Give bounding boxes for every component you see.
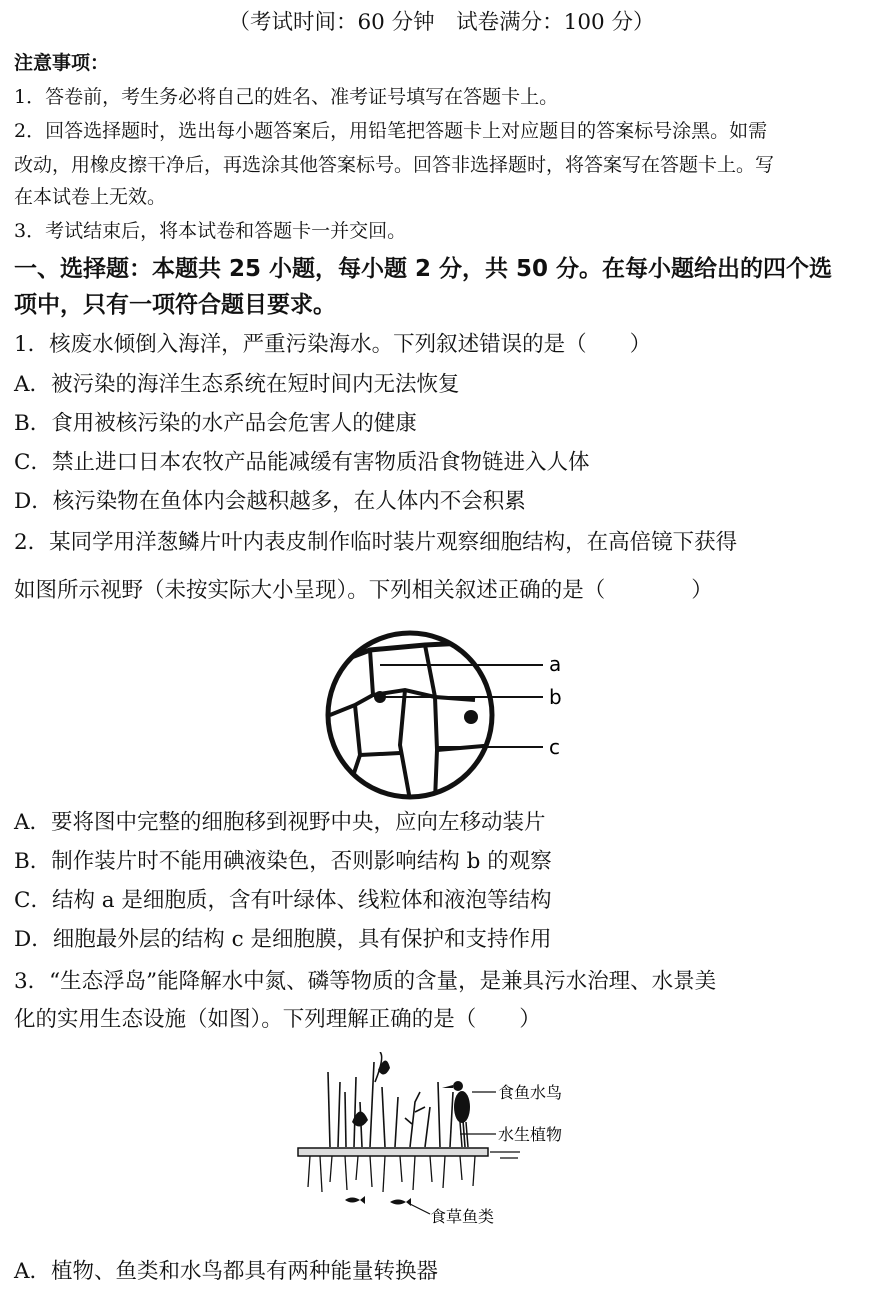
fish-icon	[390, 1198, 411, 1206]
option: A．植物、鱼类和水鸟都具有两种能量转换器	[14, 1259, 439, 1284]
exam-info: （考试时间：60 分钟 试卷满分：100 分）	[228, 10, 655, 35]
note-item: 在本试卷上无效。	[14, 186, 167, 208]
float-platform	[298, 1148, 488, 1156]
label-a: a	[549, 652, 562, 676]
label-aquatic-plant: 水生植物	[498, 1125, 563, 1144]
floating-island-figure	[290, 1052, 600, 1232]
note-item: 1．答卷前，考生务必将自己的姓名、准考证号填写在答题卡上。	[14, 86, 559, 108]
microscope-view-figure	[325, 625, 585, 800]
note-item: 改动，用橡皮擦干净后，再选涂其他答案标号。回答非选择题时，将答案写在答题卡上。写	[14, 154, 775, 176]
label-b: b	[549, 685, 562, 709]
notes-title: 注意事项：	[14, 52, 110, 74]
nucleus-right	[464, 710, 478, 724]
option: C．禁止进口日本农牧产品能减缓有害物质沿食物链进入人体	[14, 450, 590, 475]
option: A．要将图中完整的细胞移到视野中央，应向左移动装片	[14, 810, 546, 835]
section-heading: 项中，只有一项符合题目要求。	[14, 292, 336, 318]
question-stem: 3．“生态浮岛”能降解水中氮、磷等物质的含量，是兼具污水治理、水景美	[14, 969, 717, 994]
note-item: 3．考试结束后，将本试卷和答题卡一并交回。	[14, 220, 407, 242]
note-item: 2．回答选择题时，选出每小题答案后，用铅笔把答题卡上对应题目的答案标号涂黑。如需	[14, 120, 768, 142]
option: A．被污染的海洋生态系统在短时间内无法恢复	[14, 372, 460, 397]
section-heading: 一、选择题：本题共 25 小题，每小题 2 分，共 50 分。在每小题给出的四个选	[14, 256, 833, 282]
option: D．细胞最外层的结构 c 是细胞膜，具有保护和支持作用	[14, 927, 552, 952]
option: B．制作装片时不能用碘液染色，否则影响结构 b 的观察	[14, 849, 552, 874]
bird-icon	[442, 1081, 470, 1147]
question-stem: 如图所示视野（未按实际大小呈现）。下列相关叙述正确的是（ ）	[14, 578, 713, 603]
option: C．结构 a 是细胞质，含有叶绿体、线粒体和液泡等结构	[14, 888, 552, 913]
question-stem: 1．核废水倾倒入海洋，严重污染海水。下列叙述错误的是（ ）	[14, 332, 652, 357]
leaf-shape	[378, 1060, 390, 1074]
label-c: c	[549, 735, 560, 759]
fish-icon	[345, 1196, 365, 1204]
question-stem: 化的实用生态设施（如图）。下列理解正确的是（ ）	[14, 1007, 541, 1032]
option: B．食用被核污染的水产品会危害人的健康	[14, 411, 417, 436]
label-herbivorous-fish: 食草鱼类	[430, 1207, 495, 1226]
label-fish-eating-bird: 食鱼水鸟	[498, 1083, 563, 1102]
option: D．核污染物在鱼体内会越积越多，在人体内不会积累	[14, 489, 526, 514]
question-stem: 2．某同学用洋葱鳞片叶内表皮制作临时装片观察细胞结构，在高倍镜下获得	[14, 530, 738, 555]
